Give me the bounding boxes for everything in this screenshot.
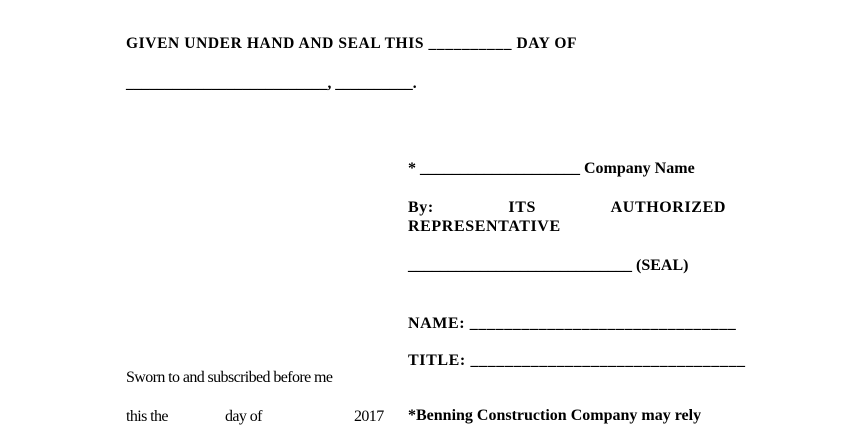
seal-signature-line: ____________________________ (SEAL): [408, 257, 689, 274]
authorized-label: AUTHORIZED: [610, 199, 726, 216]
representative-label: REPRESENTATIVE: [408, 218, 561, 235]
company-name-line: * ____________________ Company Name: [408, 160, 695, 177]
by-authorized-row: [408, 200, 726, 216]
title-line: TITLE: ________________________________: [408, 352, 746, 369]
year-label: 2017: [354, 408, 384, 425]
its-label: ITS: [508, 199, 537, 216]
name-line: NAME: _______________________________: [408, 315, 737, 332]
this-the-label: this the: [126, 408, 168, 425]
date-blank-line: __________________________, __________.: [126, 75, 417, 92]
by-label: By:: [408, 199, 434, 216]
footnote-text: *Benning Construction Company may rely: [408, 407, 702, 424]
given-under-hand-statement: GIVEN UNDER HAND AND SEAL THIS __________ DAY OF: [126, 35, 578, 52]
day-of-label: day of: [225, 408, 262, 425]
sworn-statement: Sworn to and subscribed before me: [126, 369, 333, 386]
